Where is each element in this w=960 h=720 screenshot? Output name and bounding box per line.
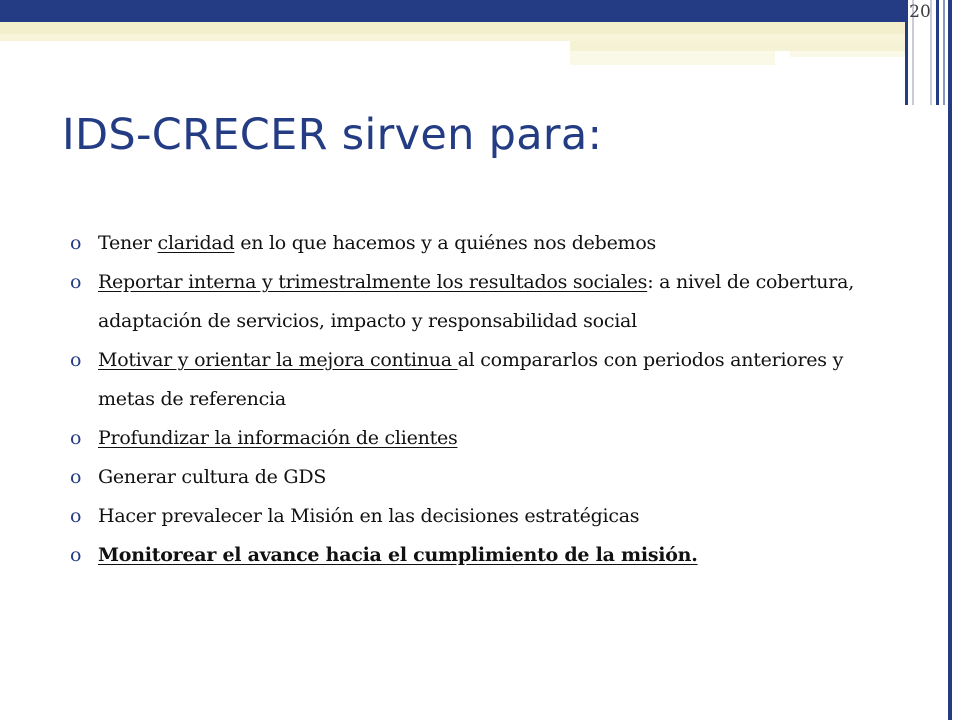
bullet-text: Profundizar la información de clientes [98,427,458,449]
bullet-item [70,341,890,419]
bullet-marker-icon: o [70,349,82,371]
bullet-marker-icon: o [70,505,82,527]
bullet-marker-icon: o [70,427,82,449]
bullet-item [70,224,890,263]
bullet-text: en lo que hacemos y a quiénes nos debemos [234,232,657,254]
bullet-marker-icon: o [70,271,82,293]
bullet-item [70,263,890,341]
bullet-text: Tener [98,232,158,254]
bullet-text: al compararlos con periodos anteriores y metas de referencia [98,349,844,410]
bullet-text: claridad [157,232,235,254]
decor-vertical-line [943,0,945,105]
bullet-text: : a nivel de cobertura, adaptación de servicios, impacto y responsabilidad social [98,271,854,332]
header-stripe [790,51,905,57]
bullet-text: Motivar y orientar la mejora continua [98,349,458,371]
header-stripe [570,41,905,51]
bullet-item [70,419,890,458]
bullet-item [70,458,890,497]
header-stripe [0,22,905,34]
bullet-marker-icon: o [70,544,82,566]
bullet-marker-icon: o [70,232,82,254]
slide-title: IDS-CRECER sirven para: [62,110,603,160]
bullet-text: Monitorear el avance hacia el cumplimiento de la misión. [98,544,698,566]
bullet-text: Hacer prevalecer la Misión en las decisiones estratégicas [98,505,640,527]
bullet-marker-icon: o [70,466,82,488]
decor-vertical-line [948,0,952,720]
bullet-text: Reportar interna y trimestralmente los resultados sociales [98,271,648,293]
bullet-text: Generar cultura de GDS [98,466,327,488]
page-number: 20 [909,2,931,22]
bullet-item [70,536,890,575]
bullet-item [70,497,890,536]
bullet-list [70,224,890,575]
header-stripe [0,34,905,41]
header-band [0,0,905,22]
header-stripe [570,51,775,65]
